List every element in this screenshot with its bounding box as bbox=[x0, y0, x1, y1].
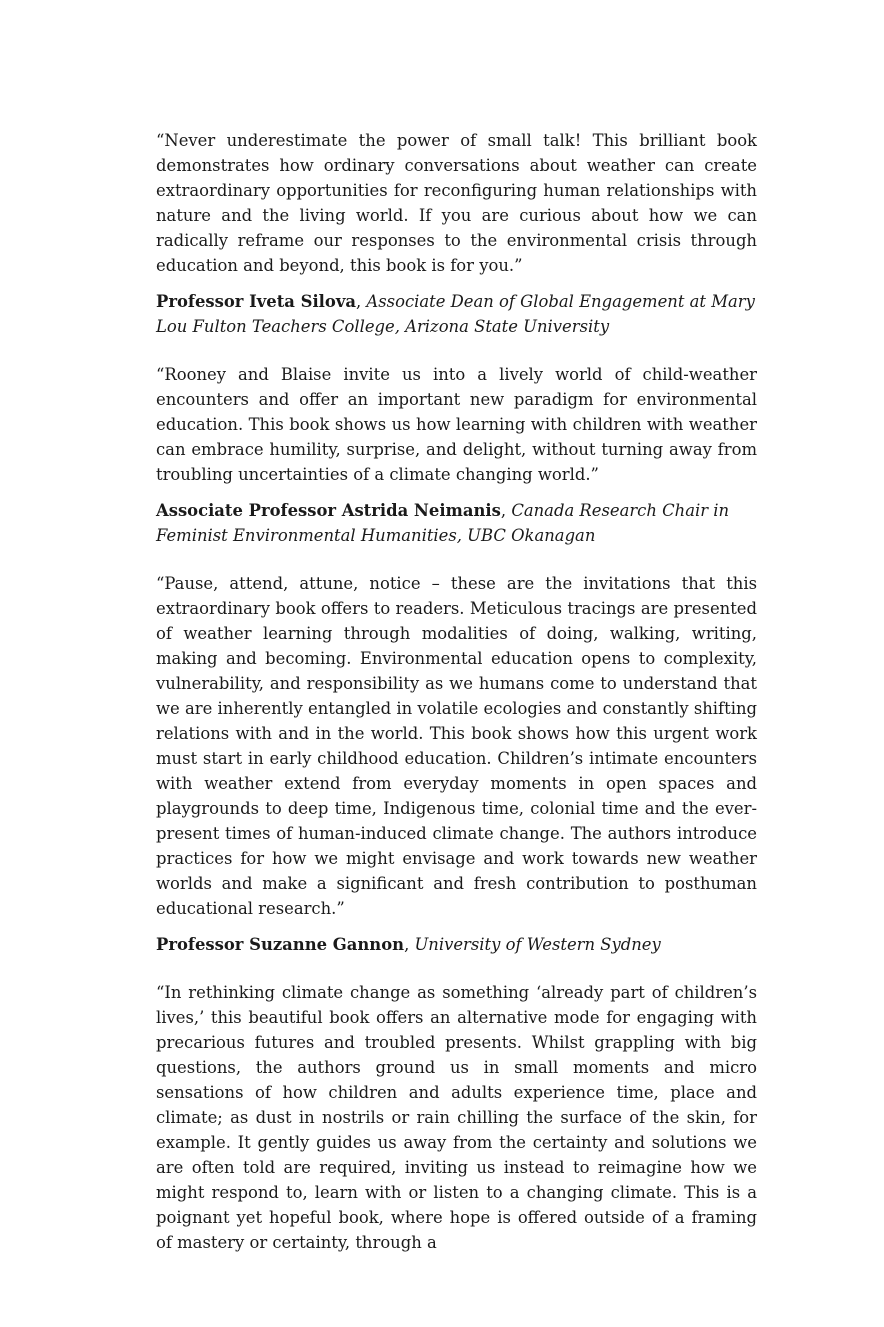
endorser-name: Associate Professor Astrida Neimanis bbox=[156, 501, 501, 520]
endorser-role: University of Western Sydney bbox=[414, 935, 661, 954]
endorsement-gannon bbox=[156, 571, 757, 957]
endorser-role: Canada Research Chair in Feminist Environmental Humanities, UBC Okanagan bbox=[156, 501, 730, 545]
endorsement-quote: “Never underestimate the power of small talk! This brilliant book demonstrates how ordinary conversations about weather can create extraordinary opportunities for reconfiguring human relationships with nature and the living world. If you are curious about how we can radically reframe our responses to the environmental crisis through education and beyond, this book is for you.” bbox=[156, 131, 757, 275]
endorsement-neimanis bbox=[156, 362, 757, 548]
attribution-separator: , bbox=[404, 935, 415, 954]
endorsements-page bbox=[156, 128, 757, 1255]
attribution-separator: , bbox=[500, 501, 512, 520]
endorsement-silova bbox=[156, 128, 757, 339]
endorser-role: Associate Dean of Global Engagement at Mary Lou Fulton Teachers College, Arizona State University bbox=[156, 292, 755, 336]
endorser-name: Professor Iveta Silova bbox=[156, 292, 356, 311]
endorsement-quote: “In rethinking climate change as something ‘already part of children’s lives,’ this beautiful book offers an alternative mode for engaging with precarious futures and troubled presents. Whilst grappling with big questions, the authors ground us in small moments and micro sensations of how children and adults experience time, place and climate; as dust in nostrils or rain chilling the surface of the skin, for example. It gently guides us away from the certainty and solutions we are often told are required, inviting us instead to reimagine how we might respond to, learn with or listen to a changing climate. This is a poignant yet hopeful book, where hope is offered outside of a framing of mastery or certainty, through a bbox=[156, 983, 757, 1252]
endorsement-quote: “Pause, attend, attune, notice – these are the invitations that this extraordinary book offers to readers. Meticulous tracings are presented of weather learning through modalities of doing, walking, writing, making and becoming. Environmental education opens to complexity, vulnerability, and responsibility as we humans come to understand that we are inherently entangled in volatile ecologies and constantly shifting relations with and in the world. This book shows how this urgent work must start in early childhood education. Children’s intimate encounters with weather extend from everyday moments in open spaces and playgrounds to deep time, Indigenous time, colonial time and the ever-present times of human-induced climate change. The authors introduce practices for how we might envisage and work towards new weather worlds and make a significant and fresh contribution to posthuman educational research.” bbox=[156, 574, 757, 918]
endorser-name: Professor Suzanne Gannon bbox=[156, 935, 405, 954]
endorsement-continued bbox=[156, 980, 757, 1255]
attribution-separator: , bbox=[356, 292, 367, 311]
endorsement-attribution bbox=[156, 289, 757, 339]
endorsement-attribution bbox=[156, 932, 757, 957]
endorsement-attribution bbox=[156, 498, 757, 548]
endorsement-quote: “Rooney and Blaise invite us into a lively world of child-weather encounters and offer an important new paradigm for environmental education. This book shows us how learning with children with weather can embrace humility, surprise, and delight, without turning away from troubling uncertainties of a climate changing world.” bbox=[156, 365, 757, 484]
